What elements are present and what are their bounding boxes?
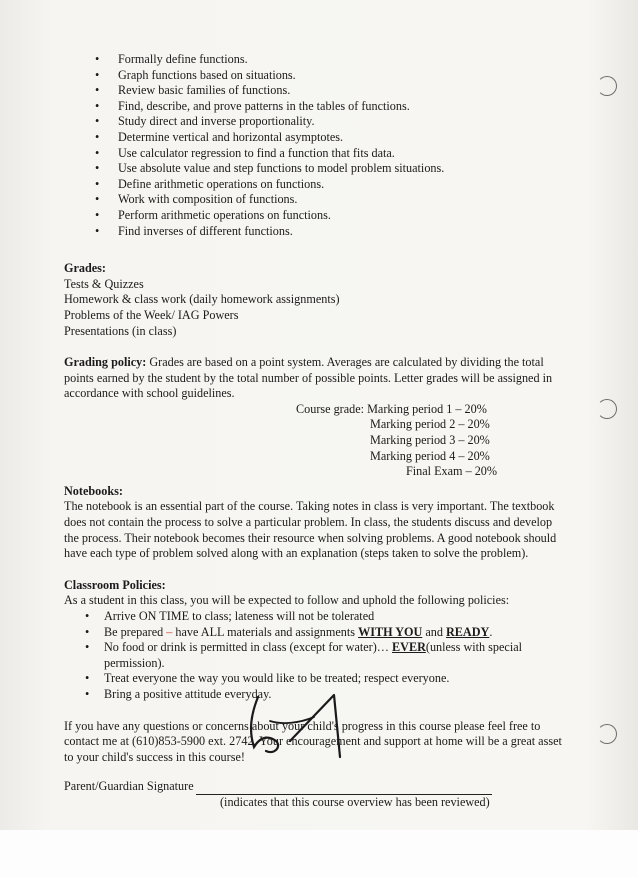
signature-row <box>64 779 564 795</box>
list-item: • Find inverses of different functions. <box>64 224 564 240</box>
signature-line <box>196 782 492 795</box>
punch-hole-top <box>597 76 617 96</box>
final-exam: Final Exam – 20% <box>406 464 498 479</box>
course-grade-row <box>64 402 564 418</box>
list-item: • Use absolute value and step functions to model problem situations. <box>64 161 564 177</box>
marking-period: Marking period 4 – 20% <box>370 448 490 463</box>
grades-section <box>64 261 564 339</box>
list-item: • Work with composition of functions. <box>64 192 564 208</box>
grading-policy-section <box>64 355 564 480</box>
course-grade-label: Course grade: <box>296 401 365 416</box>
signature-note: (indicates that this course overview has been reviewed) <box>220 794 490 809</box>
grading-policy-text: Grades are based on a point system. Averages are calculated by dividing the total points earned by the student by the total number of possible points. Letter grades will be assigned in accordance with school guidelines. <box>64 355 553 401</box>
grade-item: Presentations (in class) <box>64 323 177 338</box>
classroom-policies-intro: As a student in this class, you will be expected to follow and uphold the following policies: <box>64 593 510 608</box>
notebooks-paragraph: The notebook is an essential part of the course. Taking notes in class is very important. The textbook does not contain the process to solve a particular problem. In class, the students discuss and develop the process. Their notebook becomes their resource when solving problems. A good notebook should have each type of problem solved along with an explanation (steps taken to solve the problem). <box>64 499 557 561</box>
list-item: • Perform arithmetic operations on functions. <box>64 208 564 224</box>
grading-policy-heading: Grading policy: <box>64 355 147 370</box>
grade-item: Tests & Quizzes <box>64 276 144 291</box>
list-item: • Arrive ON TIME to class; lateness will not be tolerated <box>64 609 564 625</box>
handwritten-signature <box>230 677 390 767</box>
signature-label: Parent/Guardian Signature <box>64 779 194 794</box>
classroom-policies-heading: Classroom Policies: <box>64 577 166 592</box>
punch-hole-middle <box>597 399 617 419</box>
contact-paragraph: If you have any questions or concerns about your child's progress in this course please feel free to contact me at (610)853-5900 ext. 2742. Your encouragement and support at home will be a great asset to your child's success in this course! <box>64 718 562 764</box>
grading-policy-paragraph <box>64 355 564 402</box>
marking-period: Marking period 1 – 20% <box>367 401 487 416</box>
scan-margin <box>0 830 638 877</box>
punch-hole-bottom <box>597 724 617 744</box>
list-item: • Review basic families of functions. <box>64 83 564 99</box>
list-item: • Graph functions based on situations. <box>64 68 564 84</box>
list-item: • No food or drink is permitted in class (except for water)… EVER(unless with special permission). <box>64 640 564 671</box>
list-item: • Study direct and inverse proportionality. <box>64 114 564 130</box>
list-item: • Find, describe, and prove patterns in the tables of functions. <box>64 99 564 115</box>
list-item: • Be prepared – have ALL materials and assignments WITH YOU and READY. <box>64 625 564 641</box>
marking-period: Marking period 3 – 20% <box>370 433 490 448</box>
list-item: • Bring a positive attitude everyday. <box>64 687 564 703</box>
grade-item: Problems of the Week/ IAG Powers <box>64 307 239 322</box>
grade-item: Homework & class work (daily homework assignments) <box>64 292 340 307</box>
list-item: • Determine vertical and horizontal asymptotes. <box>64 130 564 146</box>
notebooks-heading: Notebooks: <box>64 483 123 498</box>
grades-heading: Grades: <box>64 261 106 276</box>
list-item: • Treat everyone the way you would like to be treated; respect everyone. <box>64 671 564 687</box>
list-item: • Define arithmetic operations on functions. <box>64 177 564 193</box>
objectives-list <box>64 52 564 239</box>
list-item: • Formally define functions. <box>64 52 564 68</box>
marking-period: Marking period 2 – 20% <box>370 417 490 432</box>
list-item: • Use calculator regression to find a function that fits data. <box>64 146 564 162</box>
notebooks-section <box>64 484 564 562</box>
